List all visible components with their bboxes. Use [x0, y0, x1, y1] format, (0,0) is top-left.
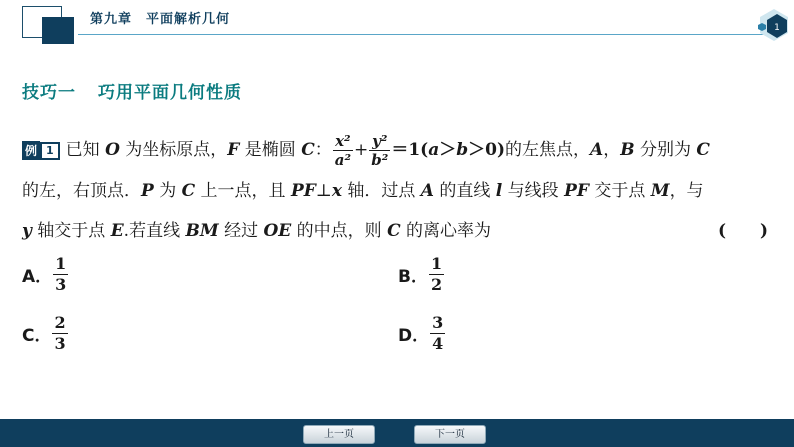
page-header [0, 0, 794, 48]
answer-blank: ( ) [718, 221, 769, 241]
section-heading [22, 78, 242, 103]
option-b-fraction: $\frac{1}{2}$ [430, 254, 443, 294]
option-a-fraction: $\frac{1}{3}$ [55, 254, 67, 294]
header-divider [78, 34, 768, 35]
page-number-hexagon-icon [757, 8, 791, 42]
section-title: 巧用平面几何性质 [98, 83, 242, 103]
option-d[interactable]: D． $\frac{3}{4}$ [398, 313, 444, 353]
page-number: 1 [774, 23, 780, 33]
fraction-x2-a2: $\frac{\text{x²}}{\text{a²}}$ [334, 132, 352, 169]
footer-bar [0, 419, 794, 447]
chapter-title: 第九章 平面解析几何 [90, 12, 231, 27]
option-d-fraction: $\frac{3}{4}$ [432, 313, 444, 353]
section-label: 技巧一 [22, 83, 76, 103]
problem-line-1: 例 1 已知 O 为坐标原点，F 是椭圆 C： $\frac{\text{x²}}{\text{a²}}$ + $\frac{\text{y²}}{\text{b²}}$ ＝1(a＞b＞0)的左焦点，A，B 分别为 C [22, 132, 710, 169]
header-decor-block [42, 17, 74, 44]
option-c[interactable]: C． $\frac{2}{3}$ [22, 313, 66, 353]
problem-line-2: 的左，右顶点．P 为 C 上一点，且 PF⊥x 轴．过点 A 的直线 l 与线段 PF 交于点 M，与 [22, 181, 704, 201]
problem-line-3: y 轴交于点 E.若直线 BM 经过 OE 的中点，则 C 的离心率为 [22, 221, 492, 241]
prev-page-button[interactable]: 上一页 [303, 425, 375, 444]
option-a[interactable]: A． $\frac{1}{3}$ [22, 254, 67, 294]
example-tag: 例 1 [22, 141, 60, 160]
option-c-fraction: $\frac{2}{3}$ [54, 313, 66, 353]
fraction-y2-b2: $\frac{\text{y²}}{\text{b²}}$ [371, 132, 389, 169]
next-page-button[interactable]: 下一页 [414, 425, 486, 444]
option-b[interactable]: B． $\frac{1}{2}$ [398, 254, 443, 294]
